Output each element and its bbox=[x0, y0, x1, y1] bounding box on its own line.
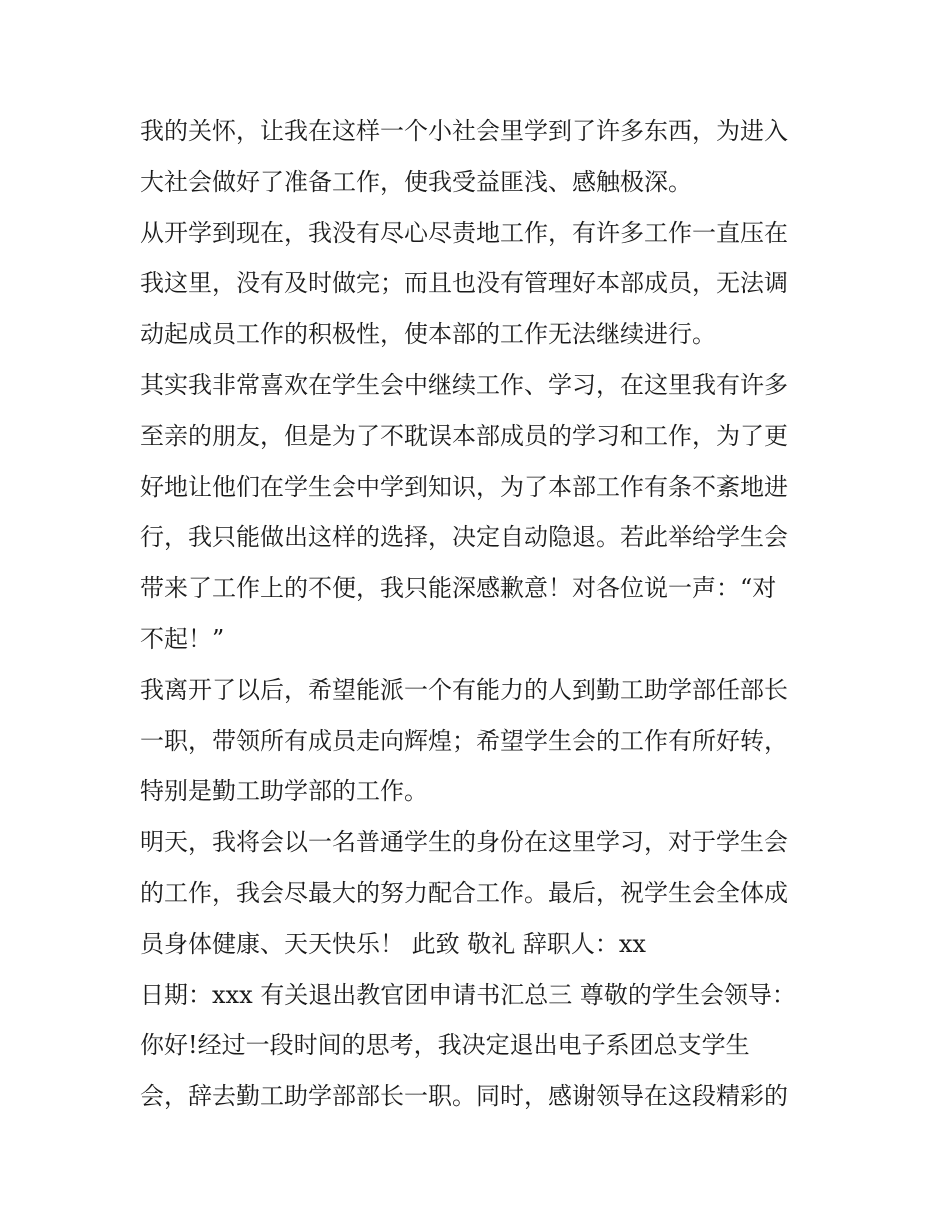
text-line: 我离开了以后，希望能派一个有能力的人到勤工助学部任部长 bbox=[140, 675, 788, 704]
text-line: 动起成员工作的积极性，使本部的工作无法继续进行。 bbox=[140, 320, 716, 349]
text-line: 大社会做好了准备工作，使我受益匪浅、感触极深。 bbox=[140, 167, 692, 196]
text-line: 从开学到现在，我没有尽心尽责地工作，有许多工作一直压在 bbox=[140, 218, 788, 247]
text-line: 明天，我将会以一名普通学生的身份在这里学习，对于学生会 bbox=[140, 828, 788, 857]
text-line: 不起！” bbox=[140, 624, 225, 653]
text-line: 行，我只能做出这样的选择，决定自动隐退。若此举给学生会 bbox=[140, 523, 788, 552]
document-body bbox=[140, 106, 830, 1122]
text-line: 日期：xxx 有关退出教官团申请书汇总三 尊敬的学生会领导： bbox=[140, 980, 796, 1009]
text-line: 带来了工作上的不便，我只能深感歉意！对各位说一声：“对 bbox=[140, 574, 777, 603]
text-line: 的工作，我会尽最大的努力配合工作。最后，祝学生会全体成 bbox=[140, 878, 788, 907]
text-line: 我这里，没有及时做完；而且也没有管理好本部成员，无法调 bbox=[140, 269, 788, 298]
text-line: 其实我非常喜欢在学生会中继续工作、学习，在这里我有许多 bbox=[140, 370, 788, 399]
text-line: 一职，带领所有成员走向辉煌；希望学生会的工作有所好转， bbox=[140, 726, 788, 755]
text-line: 员身体健康、天天快乐！ 此致 敬礼 辞职人：xx bbox=[140, 929, 646, 958]
text-line: 会，辞去勤工助学部部长一职。同时，感谢领导在这段精彩的 bbox=[140, 1082, 788, 1111]
text-line: 我的关怀，让我在这样一个小社会里学到了许多东西，为进入 bbox=[140, 117, 788, 145]
text-line: 特别是勤工助学部的工作。 bbox=[140, 777, 428, 806]
text-line: 好地让他们在学生会中学到知识，为了本部工作有条不紊地进 bbox=[140, 472, 788, 501]
text-line: 至亲的朋友，但是为了不耽误本部成员的学习和工作，为了更 bbox=[140, 421, 788, 450]
text-line: 你好!经过一段时间的思考，我决定退出电子系团总支学生 bbox=[140, 1031, 750, 1060]
